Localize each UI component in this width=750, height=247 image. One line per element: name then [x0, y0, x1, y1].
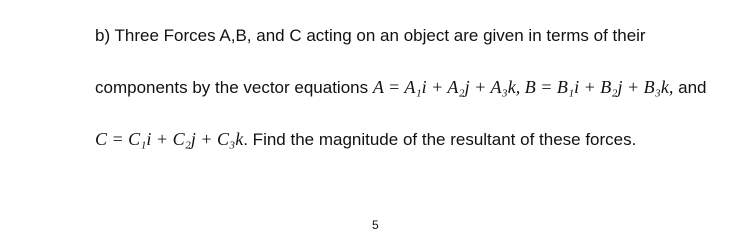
problem-statement-line-1: b) Three Forces A,B, and C acting on an object are given in terms of their	[95, 26, 646, 45]
vector-equations-a-b: A = A₁i + A₂j + A₃k, B = B₁i + B₂j + B₃k,	[372, 77, 674, 97]
line-3-text: . Find the magnitude of the resultant of these forces.	[243, 130, 637, 149]
line-2-text: components by the vector equations	[95, 78, 373, 97]
problem-statement-line-3	[95, 129, 636, 150]
problem-statement-line-2	[95, 77, 707, 98]
vector-equation-c: C = C₁i + C₂j + C₃k	[95, 129, 244, 149]
page-number: 5	[372, 218, 379, 232]
line-2-conjunction: and	[673, 78, 707, 97]
